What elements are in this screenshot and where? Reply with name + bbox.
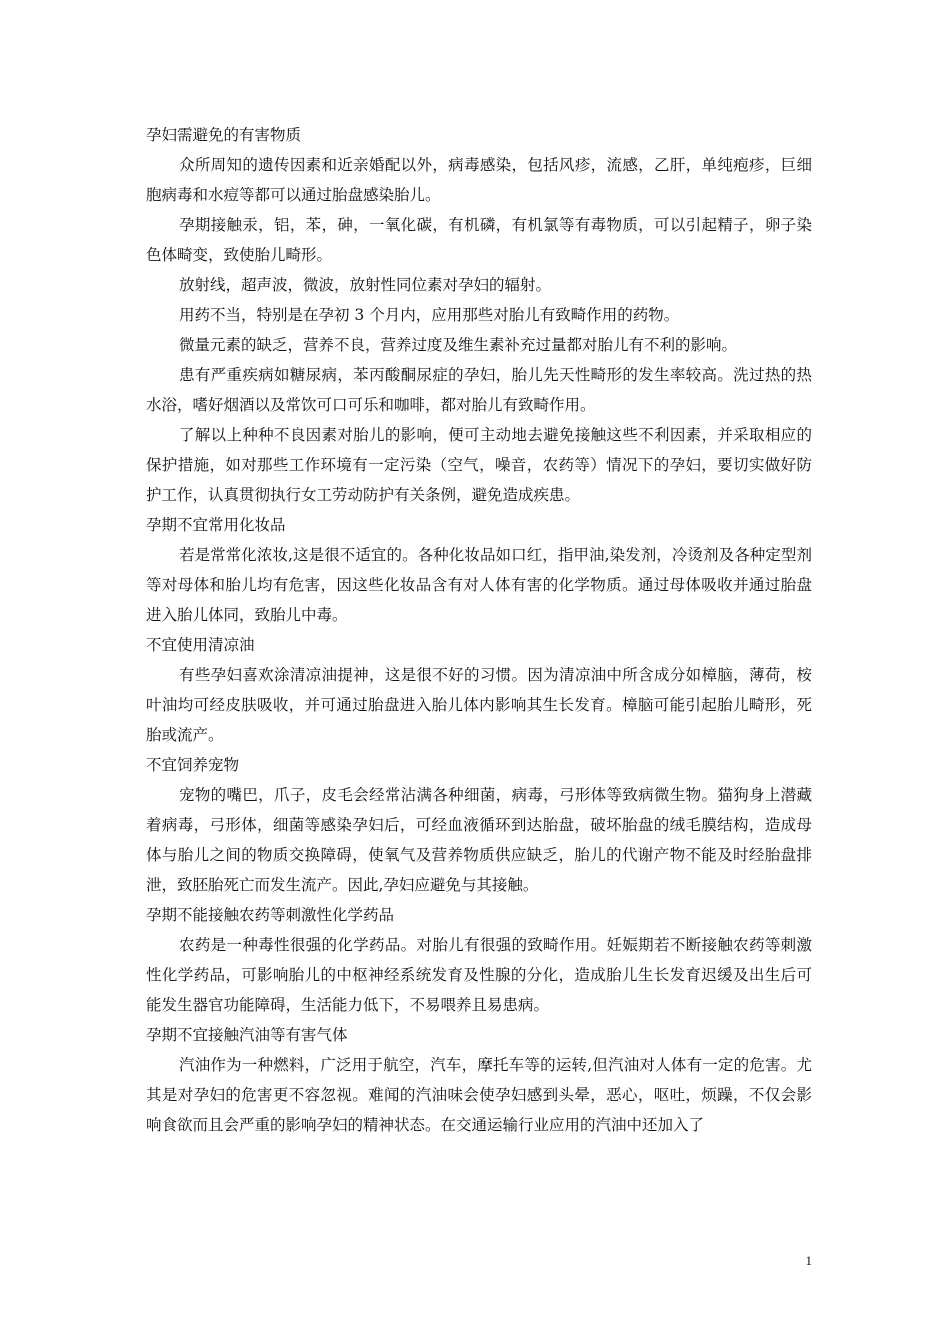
paragraph: 若是常常化浓妆,这是很不适宜的。各种化妆品如口红，指甲油,染发剂，冷烫剂及各种定型剂等对母体和胎儿均有危害，因这些化妆品含有对人体有害的化学物质。通过母体吸收并通过胎盘进入胎儿体同，致胎儿中毒。	[146, 546, 812, 624]
paragraph: 农药是一种毒性很强的化学药品。对胎儿有很强的致畸作用。妊娠期若不断接触农药等刺激性化学药品，可影响胎儿的中枢神经系统发育及性腺的分化，造成胎儿生长发育迟缓及出生后可能发生器官功能障碍，生活能力低下，不易喂养且易患病。	[146, 936, 812, 1014]
paragraph: 有些孕妇喜欢涂清凉油提神，这是很不好的习惯。因为清凉油中所含成分如樟脑，薄荷，桉叶油均可经皮肤吸收，并可通过胎盘进入胎儿体内影响其生长发育。樟脑可能引起胎儿畸形，死胎或流产。	[146, 666, 812, 744]
section-pets	[146, 750, 812, 900]
section-heading: 孕期不能接触农药等刺激性化学药品	[146, 906, 395, 924]
paragraph: 患有严重疾病如糖尿病，苯丙酸酮尿症的孕妇，胎儿先天性畸形的发生率较高。洗过热的热水浴，嗜好烟酒以及常饮可口可乐和咖啡，都对胎儿有致畸作用。	[146, 366, 812, 414]
paragraph: 宠物的嘴巴，爪子，皮毛会经常沾满各种细菌，病毒，弓形体等致病微生物。猫狗身上潜藏着病毒，弓形体，细菌等感染孕妇后，可经血液循环到达胎盘，破坏胎盘的绒毛膜结构，造成母体与胎儿之间的物质交换障碍，使氧气及营养物质供应缺乏，胎儿的代谢产物不能及时经胎盘排泄，致胚胎死亡而发生流产。因此,孕妇应避免与其接触。	[146, 786, 812, 894]
section-cooling-oil	[146, 630, 812, 750]
section-heading: 不宜饲养宠物	[146, 756, 240, 774]
paragraph: 放射线，超声波，微波，放射性同位素对孕妇的辐射。	[179, 276, 552, 294]
section-heading: 孕期不宜接触汽油等有害气体	[146, 1026, 348, 1044]
paragraph: 了解以上种种不良因素对胎儿的影响，便可主动地去避免接触这些不利因素，并采取相应的保护措施，如对那些工作环境有一定污染（空气，噪音，农药等）情况下的孕妇，要切实做好防护工作，认真贯彻执行女工劳动防护有关条例，避免造成疾患。	[146, 426, 812, 504]
paragraph: 微量元素的缺乏，营养不良，营养过度及维生素补充过量都对胎儿有不利的影响。	[179, 336, 738, 354]
paragraph: 汽油作为一种燃料，广泛用于航空，汽车，摩托车等的运转,但汽油对人体有一定的危害。尤其是对孕妇的危害更不容忽视。难闻的汽油味会使孕妇感到头晕，恶心，呕吐，烦躁，不仅会影响食欲而且会严重的影响孕妇的精神状态。在交通运输行业应用的汽油中还加入了	[146, 1056, 812, 1134]
page-number: 1	[805, 1253, 812, 1268]
paragraph: 用药不当，特别是在孕初 3 个月内，应用那些对胎儿有致畸作用的药物。	[179, 306, 680, 324]
paragraph: 孕期接触汞，铝，苯，砷，一氧化碳，有机磷，有机氯等有毒物质，可以引起精子，卵子染色体畸变，致使胎儿畸形。	[146, 216, 812, 264]
section-heading: 孕期不宜常用化妆品	[146, 516, 286, 534]
section-cosmetics	[146, 510, 812, 630]
section-pesticides	[146, 900, 812, 1020]
section-harmful-substances	[146, 120, 812, 510]
paragraph: 众所周知的遗传因素和近亲婚配以外，病毒感染，包括风疹，流感，乙肝，单纯疱疹，巨细胞病毒和水痘等都可以通过胎盘感染胎儿。	[146, 156, 812, 204]
section-heading: 不宜使用清凉油	[146, 636, 255, 654]
document-body	[146, 120, 812, 1140]
section-heading: 孕妇需避免的有害物质	[146, 126, 302, 144]
section-gasoline	[146, 1020, 812, 1140]
